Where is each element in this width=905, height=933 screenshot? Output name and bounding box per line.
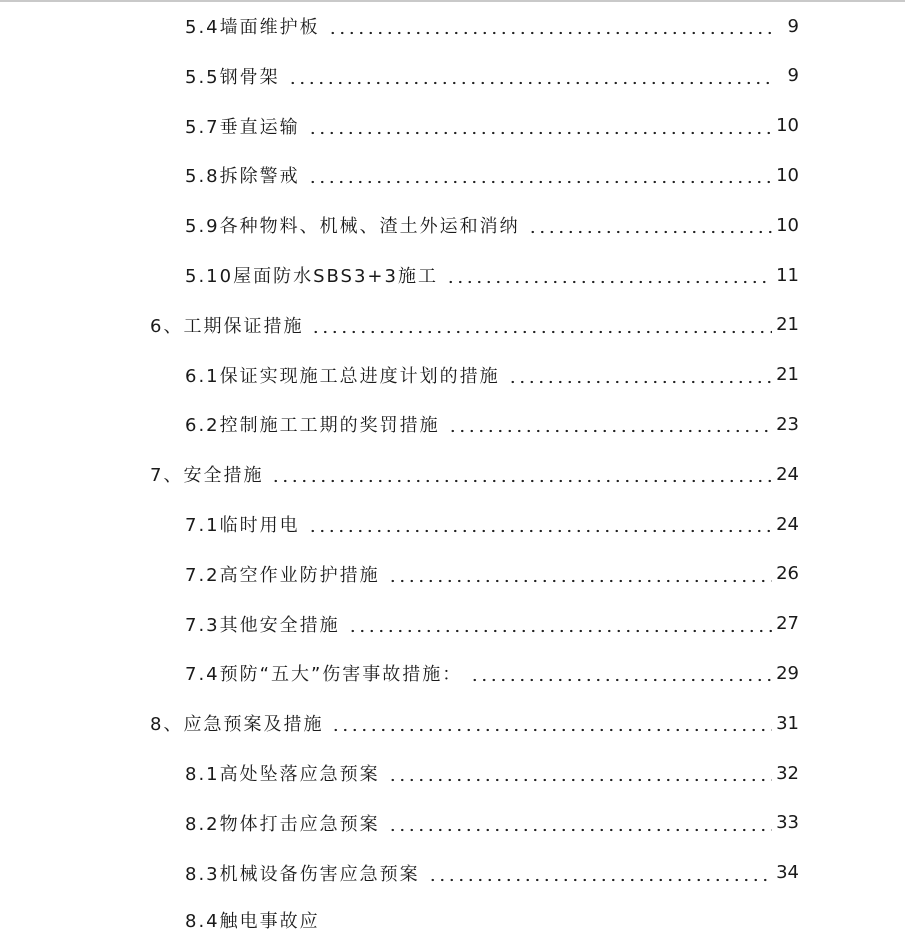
toc-entry[interactable] (185, 261, 799, 289)
toc-entry-page-number: 10 (776, 115, 799, 137)
toc-entry-page-number: 34 (776, 862, 799, 884)
toc-entry[interactable] (185, 759, 799, 787)
toc-entry-page-number: 24 (776, 463, 799, 485)
toc-entry-title: 5.10屋面防水SBS3+3施工 (185, 266, 438, 287)
toc-entry-title: 8.2物体打击应急预案 (185, 813, 380, 835)
toc-dot-leader (271, 465, 772, 483)
toc-dot-leader (388, 814, 772, 832)
toc-entry-title: 5.4墙面维护板 (185, 17, 320, 38)
toc-entry[interactable] (185, 610, 799, 638)
toc-entry-page-number: 31 (776, 712, 799, 734)
toc-dot-leader (446, 266, 772, 284)
toc-entry[interactable] (185, 659, 799, 687)
toc-entry-title: 5.7垂直运输 (185, 116, 300, 138)
toc-dot-leader (508, 366, 772, 384)
toc-entry-page-number: 9 (787, 15, 799, 37)
toc-entry-page-number: 10 (776, 214, 799, 236)
toc-entry-page-number: 10 (776, 164, 799, 186)
toc-dot-leader (448, 415, 772, 433)
toc-entry-title: 8.3机械设备伤害应急预案 (185, 863, 420, 885)
toc-entry[interactable] (150, 709, 799, 737)
toc-entry-title: 5.9各种物料、机械、渣土外运和消纳 (185, 216, 520, 238)
toc-entry[interactable] (185, 809, 799, 837)
toc-entry[interactable] (150, 311, 799, 339)
toc-dot-leader (331, 714, 772, 732)
toc-entry[interactable] (185, 211, 799, 239)
toc-dot-leader (308, 117, 772, 135)
toc-entry-title: 5.8拆除警戒 (185, 166, 300, 188)
toc-entry-title: 6.1保证实现施工总进度计划的措施 (185, 365, 500, 387)
toc-entry-title: 5.5钢骨架 (185, 66, 280, 88)
toc-dot-leader (528, 216, 772, 234)
toc-entry[interactable] (185, 62, 799, 90)
toc-entry[interactable] (150, 460, 799, 488)
toc-entry-page-number: 21 (776, 364, 799, 386)
toc-entry-page-number: 24 (776, 513, 799, 535)
toc-entry-title: 8.1高处坠落应急预案 (185, 764, 380, 785)
toc-dot-leader (388, 565, 772, 583)
cut-off-toc-entry-text: 8.4触电事故应 (185, 911, 320, 932)
toc-entry-title: 7.4预防“五大”伤害事故措施： (185, 664, 463, 686)
toc-dot-leader (328, 17, 773, 35)
cut-off-toc-entry (185, 904, 335, 932)
toc-dot-leader (388, 764, 772, 782)
toc-entry[interactable] (185, 410, 799, 438)
toc-entry[interactable] (185, 361, 799, 389)
toc-entry[interactable] (185, 859, 799, 887)
toc-entry-page-number: 32 (776, 762, 799, 784)
toc-entry[interactable] (185, 161, 799, 189)
toc-entry-title: 7.1临时用电 (185, 515, 300, 536)
toc-dot-leader (348, 615, 772, 633)
toc-entry-page-number: 9 (787, 65, 799, 87)
toc-entry[interactable] (185, 510, 799, 538)
toc-entry-page-number: 27 (776, 613, 799, 635)
toc-entry[interactable] (185, 560, 799, 588)
toc-dot-leader (311, 316, 772, 334)
toc-entry[interactable] (185, 12, 799, 40)
toc-entry[interactable] (185, 112, 799, 140)
toc-entry-title: 7、安全措施 (150, 465, 264, 487)
toc-entry-title: 7.2高空作业防护措施 (185, 564, 380, 586)
toc-entry-page-number: 11 (776, 264, 799, 286)
toc-dot-leader (428, 864, 772, 882)
page-top-border (0, 0, 905, 2)
toc-entry-page-number: 23 (776, 413, 799, 435)
toc-entry-title: 8、应急预案及措施 (150, 714, 324, 736)
toc-entry-page-number: 21 (776, 314, 799, 336)
toc-entry-title: 6、工期保证措施 (150, 315, 304, 337)
toc-dot-leader (308, 515, 772, 533)
toc-entry-page-number: 33 (776, 812, 799, 834)
toc-entry-title: 6.2控制施工工期的奖罚措施 (185, 415, 440, 437)
toc-entry-page-number: 29 (776, 662, 799, 684)
toc-dot-leader (308, 166, 772, 184)
toc-entry-title: 7.3其他安全措施 (185, 614, 340, 636)
toc-dot-leader (288, 67, 773, 85)
toc-dot-leader (470, 664, 772, 682)
toc-entry-page-number: 26 (776, 563, 799, 585)
